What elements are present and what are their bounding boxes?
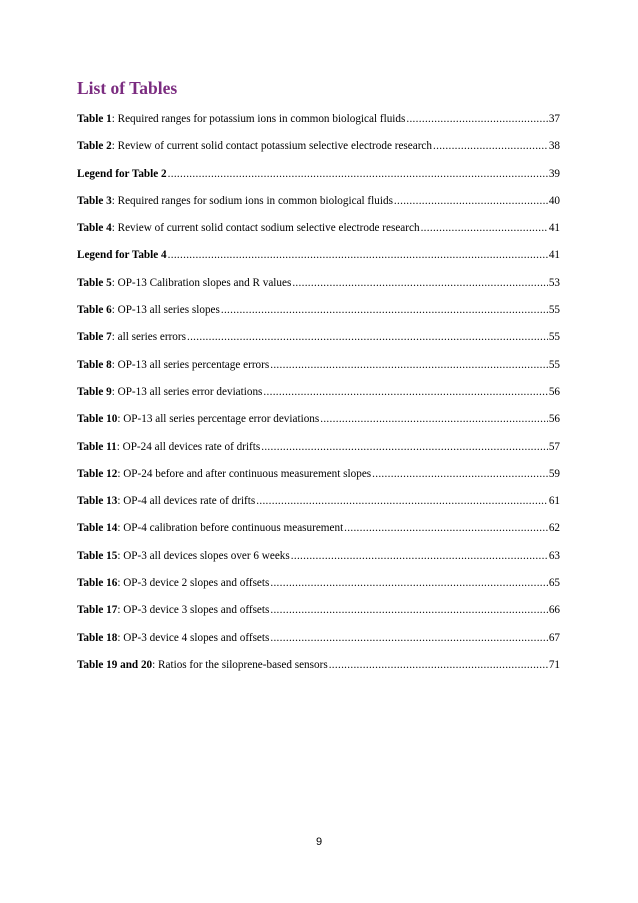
- toc-entry[interactable]: [77, 194, 560, 221]
- toc-entry-label: [77, 576, 269, 590]
- toc-entry[interactable]: [77, 276, 560, 303]
- toc-entry[interactable]: [77, 385, 560, 412]
- toc-entry-title: : all series errors: [111, 331, 186, 344]
- toc-dot-leader: [320, 412, 548, 426]
- toc-dot-leader: [221, 303, 548, 317]
- toc-entry-page-number: 56: [548, 385, 560, 398]
- toc-entry-label: [77, 631, 269, 645]
- toc-entry-title: : Required ranges for potassium ions in common biological fluids: [111, 113, 406, 125]
- toc-entry-table-number: Table 16: [77, 577, 118, 590]
- toc-entry-page-number: 63: [548, 549, 560, 562]
- toc-entry-label: [77, 221, 420, 235]
- toc-entry-title: : Review of current solid contact potassium selective electrode research: [111, 140, 432, 153]
- toc-entry-title: : OP-13 all series percentage error deviations: [117, 413, 320, 426]
- toc-entry-label: [77, 112, 405, 126]
- toc-entry-label: [77, 467, 371, 481]
- toc-entry-page-number: 59: [548, 467, 560, 480]
- toc-entry-title: : OP-24 all devices rate of drifts: [116, 440, 261, 453]
- toc-entry-table-number: Table 1: [77, 113, 112, 125]
- toc-dot-leader: [291, 549, 548, 563]
- toc-entry-page-number: 67: [548, 631, 560, 644]
- toc-entry[interactable]: [77, 167, 560, 194]
- toc-entry[interactable]: [77, 248, 560, 275]
- toc-entry-title: : OP-3 device 4 slopes and offsets: [117, 631, 270, 644]
- page-number: 9: [315, 836, 323, 848]
- toc-entry-table-number: Table 12: [77, 467, 118, 480]
- toc-entry-label: [77, 303, 220, 317]
- toc-entry-title: : OP-13 all series error deviations: [111, 385, 263, 398]
- toc-entry-table-number: Table 14: [77, 522, 118, 535]
- toc-entry[interactable]: [77, 139, 560, 166]
- toc-entry-title: : OP-3 all devices slopes over 6 weeks: [117, 549, 290, 562]
- toc-entry-label: [77, 385, 262, 399]
- toc-dot-leader: [187, 330, 548, 344]
- toc-entry-label: [77, 248, 167, 262]
- toc-entry[interactable]: [77, 440, 560, 467]
- toc-entry-table-number: Table 13: [77, 495, 118, 508]
- toc-entry-title: : OP-3 device 2 slopes and offsets: [117, 577, 270, 590]
- toc-entry-page-number: 39: [548, 167, 560, 180]
- toc-dot-leader: [270, 576, 547, 590]
- toc-dot-leader: [344, 521, 548, 535]
- list-of-tables-heading: List of Tables: [77, 78, 178, 98]
- toc-entry[interactable]: [77, 658, 560, 685]
- toc-entry-page-number: 55: [548, 358, 560, 371]
- toc-dot-leader: [406, 112, 547, 126]
- table-of-contents-list: [77, 112, 560, 685]
- toc-dot-leader: [421, 221, 548, 235]
- toc-entry-title: : OP-3 device 3 slopes and offsets: [117, 604, 270, 617]
- toc-entry-table-number: Table 19 and 20: [77, 658, 153, 671]
- toc-entry-page-number: 55: [548, 304, 560, 317]
- toc-entry[interactable]: [77, 576, 560, 603]
- toc-entry-title: : OP-4 calibration before continuous measurement: [117, 522, 344, 535]
- toc-dot-leader: [270, 358, 548, 372]
- toc-entry-page-number: 53: [548, 276, 560, 289]
- toc-entry-page-number: 55: [548, 331, 560, 344]
- toc-entry-label: [77, 603, 269, 617]
- toc-entry[interactable]: [77, 221, 560, 248]
- toc-entry-title: : OP-13 all series slopes: [111, 304, 220, 317]
- toc-entry-page-number: 56: [548, 413, 560, 426]
- toc-entry-page-number: 62: [548, 522, 560, 535]
- toc-entry-table-number: Table 9: [77, 385, 112, 398]
- toc-entry-label: [77, 521, 343, 535]
- toc-entry-label: [77, 139, 432, 153]
- toc-entry[interactable]: [77, 549, 560, 576]
- toc-entry[interactable]: [77, 112, 560, 139]
- toc-entry-table-number: Table 5: [77, 276, 112, 289]
- toc-entry[interactable]: [77, 412, 560, 439]
- toc-entry-label: [77, 549, 290, 563]
- toc-dot-leader: [329, 658, 548, 672]
- toc-entry-page-number: 65: [548, 577, 560, 590]
- toc-entry-label: [77, 194, 393, 208]
- toc-entry[interactable]: [77, 303, 560, 330]
- toc-entry-label: [77, 494, 255, 508]
- toc-entry-title: : OP-4 all devices rate of drifts: [117, 495, 256, 508]
- toc-entry-page-number: 71: [548, 658, 560, 671]
- toc-entry-table-number: Table 4: [77, 222, 112, 235]
- toc-entry[interactable]: [77, 521, 560, 548]
- toc-entry-title: : Review of current solid contact sodium selective electrode research: [111, 222, 420, 235]
- toc-entry-label: [77, 276, 291, 290]
- toc-entry-label: [77, 412, 319, 426]
- toc-entry-table-number: Table 2: [77, 140, 112, 153]
- toc-dot-leader: [433, 139, 548, 153]
- toc-entry-title: : OP-13 Calibration slopes and R values: [111, 276, 292, 289]
- toc-entry-label: [77, 440, 260, 454]
- toc-dot-leader: [372, 467, 548, 481]
- toc-entry-table-number: Table 11: [77, 440, 117, 453]
- toc-entry-page-number: 57: [548, 440, 560, 453]
- toc-dot-leader: [263, 385, 547, 399]
- toc-entry-table-number: Table 3: [77, 194, 112, 207]
- toc-entry-table-number: Legend for Table 4: [77, 249, 167, 262]
- toc-entry[interactable]: [77, 330, 560, 357]
- toc-entry[interactable]: [77, 631, 560, 658]
- toc-entry-title: : OP-13 all series percentage errors: [111, 358, 270, 371]
- toc-dot-leader: [261, 440, 548, 454]
- toc-entry-table-number: Table 18: [77, 631, 118, 644]
- toc-entry[interactable]: [77, 358, 560, 385]
- toc-entry-page-number: 61: [548, 495, 560, 508]
- toc-entry-page-number: 66: [548, 604, 560, 617]
- toc-entry-table-number: Legend for Table 2: [77, 167, 167, 180]
- toc-entry-page-number: 41: [548, 249, 560, 262]
- toc-entry-table-number: Table 8: [77, 358, 112, 371]
- toc-dot-leader: [168, 248, 548, 262]
- toc-entry-title: : Ratios for the siloprene-based sensors: [152, 658, 328, 671]
- toc-entry-table-number: Table 10: [77, 413, 118, 426]
- toc-entry-table-number: Table 17: [77, 604, 118, 617]
- toc-entry-label: [77, 358, 269, 372]
- toc-entry-table-number: Table 6: [77, 304, 112, 317]
- toc-entry-label: [77, 167, 167, 181]
- toc-entry-page-number: 38: [548, 140, 560, 153]
- toc-dot-leader: [256, 494, 548, 508]
- toc-dot-leader: [168, 167, 548, 181]
- toc-entry-table-number: Table 7: [77, 331, 112, 344]
- toc-entry[interactable]: [77, 603, 560, 630]
- toc-dot-leader: [292, 276, 547, 290]
- toc-entry-page-number: 37: [548, 113, 560, 125]
- toc-entry[interactable]: [77, 494, 560, 521]
- toc-entry-table-number: Table 15: [77, 549, 118, 562]
- toc-dot-leader: [270, 603, 547, 617]
- toc-entry-label: [77, 658, 328, 672]
- toc-entry-label: [77, 330, 186, 344]
- toc-entry[interactable]: [77, 467, 560, 494]
- toc-dot-leader: [394, 194, 548, 208]
- toc-entry-page-number: 41: [548, 222, 560, 235]
- toc-entry-title: : Required ranges for sodium ions in common biological fluids: [111, 194, 393, 207]
- toc-entry-page-number: 40: [548, 194, 560, 207]
- toc-entry-title: : OP-24 before and after continuous measurement slopes: [117, 467, 372, 480]
- toc-dot-leader: [270, 631, 547, 645]
